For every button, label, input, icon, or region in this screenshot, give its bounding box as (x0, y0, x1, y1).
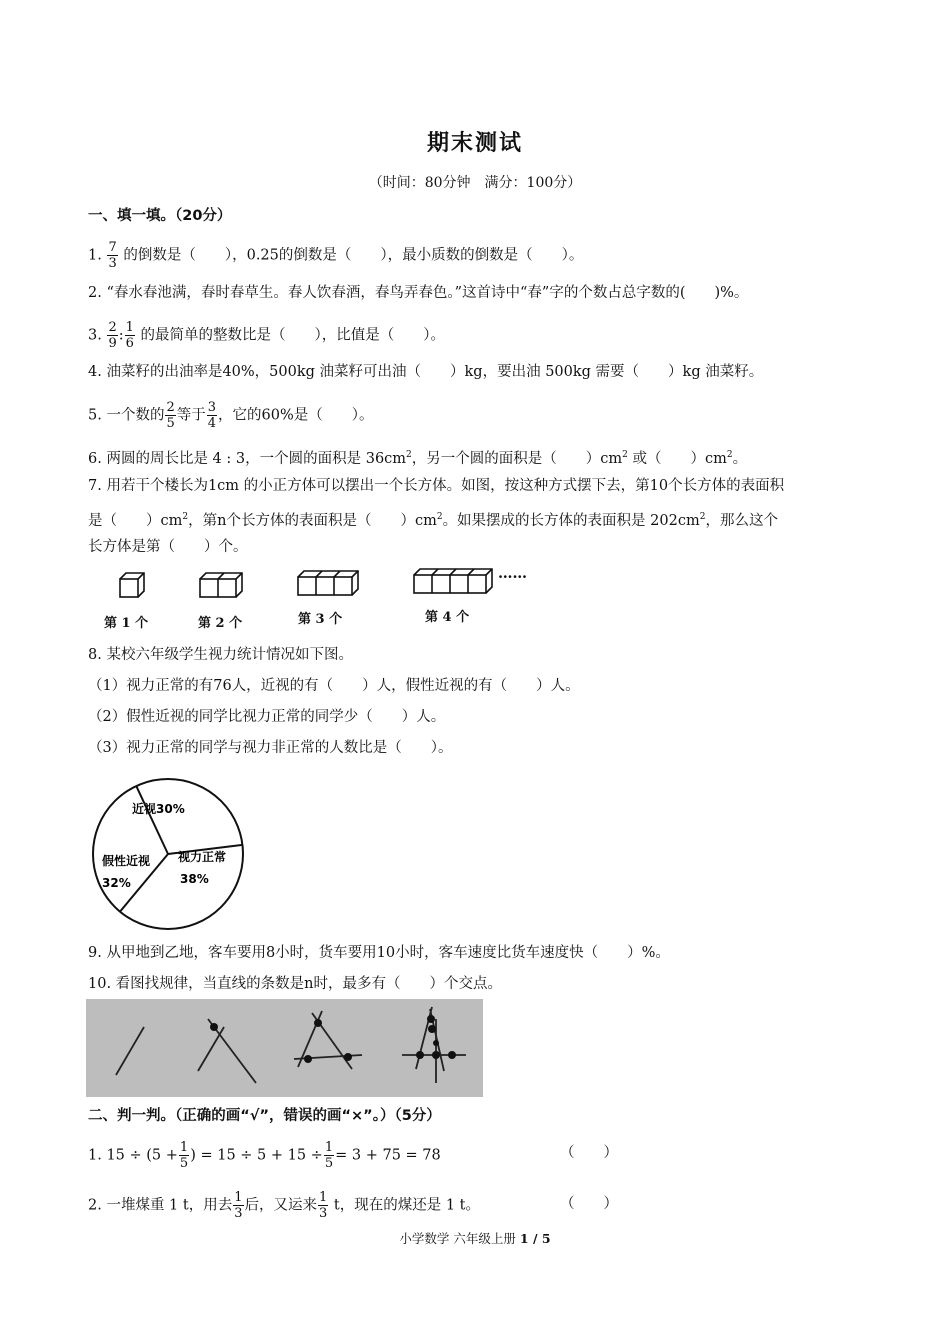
question-8: 8. 某校六年级学生视力统计情况如下图。 (88, 647, 353, 663)
question-1: 1. $\frac{7}{3}$ 的倒数是（ ），0.25的倒数是（ ），最小质数的倒数是（ ）。 (88, 240, 584, 271)
vision-pie-chart (88, 775, 250, 933)
question-10: 10. 看图找规律，当直线的条数是n时，最多有（ ）个交点。 (88, 976, 503, 992)
question-5: 5. 一个数的 $\frac{2}{5}$ 等于 $\frac{3}{4}$ ，它的60%是（ ）。 (88, 400, 374, 431)
cube-figure-3 (298, 571, 358, 595)
judge-2-answer-paren[interactable]: （ ） (560, 1196, 618, 1212)
pie-boundary-1 (136, 786, 168, 854)
judge-1: 1. 15 ÷ (5 + $\frac{1}{5}$ ) = 15 ÷ 5 + 15 ÷ $\frac{1}{5}$ = 3 + 75 = 78 (88, 1140, 441, 1171)
question-4: 4. 油菜籽的出油率是40%，500kg 油菜籽可出油（ ）kg，要出油 500kg 需要（ ）kg 油菜籽。 (88, 364, 764, 380)
page-footer: 小学数学 六年级上册 1 / 5 (399, 1231, 551, 1246)
question-3: 3. $\frac{2}{9}$ : $\frac{1}{6}$ 的最简单的整数比是（ ），比值是（ ）。 (88, 320, 446, 351)
judge-1-answer-paren[interactable]: （ ） (560, 1145, 618, 1161)
cube-label-4: 第 4 个 (425, 610, 470, 625)
judge-2: 2. 一堆煤重 1 t，用去 $\frac{1}{3}$ 后，又运来 $\frac{1}{3}$ t，现在的煤还是 1 t。 (88, 1190, 480, 1221)
question-9: 9. 从甲地到乙地，客车要用8小时，货车要用10小时，客车速度比货车速度快（ ）%。 (88, 945, 670, 961)
continuation-dots: …… (498, 565, 527, 582)
exam-info: （时间：80分钟 满分：100分） (368, 175, 582, 191)
slice-value-pseudo: 32% (102, 876, 131, 890)
question-7-line2: 是（ ）$cm^2$，第n个长方体的表面积是（ ）$cm^2$。如果摆成的长方体的表面积是 $202cm^2$，那么这个 (88, 512, 778, 529)
cube-label-1: 第 1 个 (104, 616, 149, 631)
cube-label-2: 第 2 个 (198, 616, 243, 631)
question-8-sub3: （3）视力正常的同学与视力非正常的人数比是（ ）。 (88, 740, 453, 756)
question-2: 2. “春水春池满，春时春草生。春人饮春酒，春鸟弄春色。”这首诗中“春”字的个数占总字数的( )%。 (88, 285, 749, 301)
page-number: 1 / 5 (519, 1231, 551, 1246)
lines-intersection-figure (86, 999, 483, 1097)
cube-figure-1 (120, 573, 144, 597)
cube-label-3: 第 3 个 (298, 612, 343, 627)
section1-heading: 一、填一填。（20分） (88, 208, 232, 224)
question-8-sub1: （1）视力正常的有76人，近视的有（ ）人，假性近视的有（ ）人。 (88, 678, 580, 694)
slice-label-normal: 视力正常 (178, 850, 227, 864)
page-title: 期末测试 (426, 131, 523, 156)
cube-figure-4 (414, 569, 492, 593)
section2-heading: 二、判一判。（正确的画“√”，错误的画“×”。）（5分） (88, 1108, 441, 1124)
cube-figure-2 (200, 573, 242, 597)
slice-label-myopia: 近视30% (132, 802, 185, 816)
question-7-line3: 长方体是第（ ）个。 (88, 539, 248, 555)
question-8-sub2: （2）假性近视的同学比视力正常的同学少（ ）人。 (88, 709, 446, 725)
slice-value-normal: 38% (180, 872, 209, 886)
fraction: $\frac{7}{3}$ (108, 240, 117, 271)
question-7-line1: 7. 用若干个楼长为1cm 的小正方体可以摆出一个长方体。如图，按这种方式摆下去，第10个长方体的表面积 (88, 478, 785, 494)
slice-label-pseudo: 假性近视 (102, 854, 151, 868)
question-6: 6. 两圆的周长比是 4 : 3，一个圆的面积是 $36cm^2$，另一个圆的面积是（ ）$cm^2$ 或（ ）$cm^2$。 (88, 450, 748, 467)
